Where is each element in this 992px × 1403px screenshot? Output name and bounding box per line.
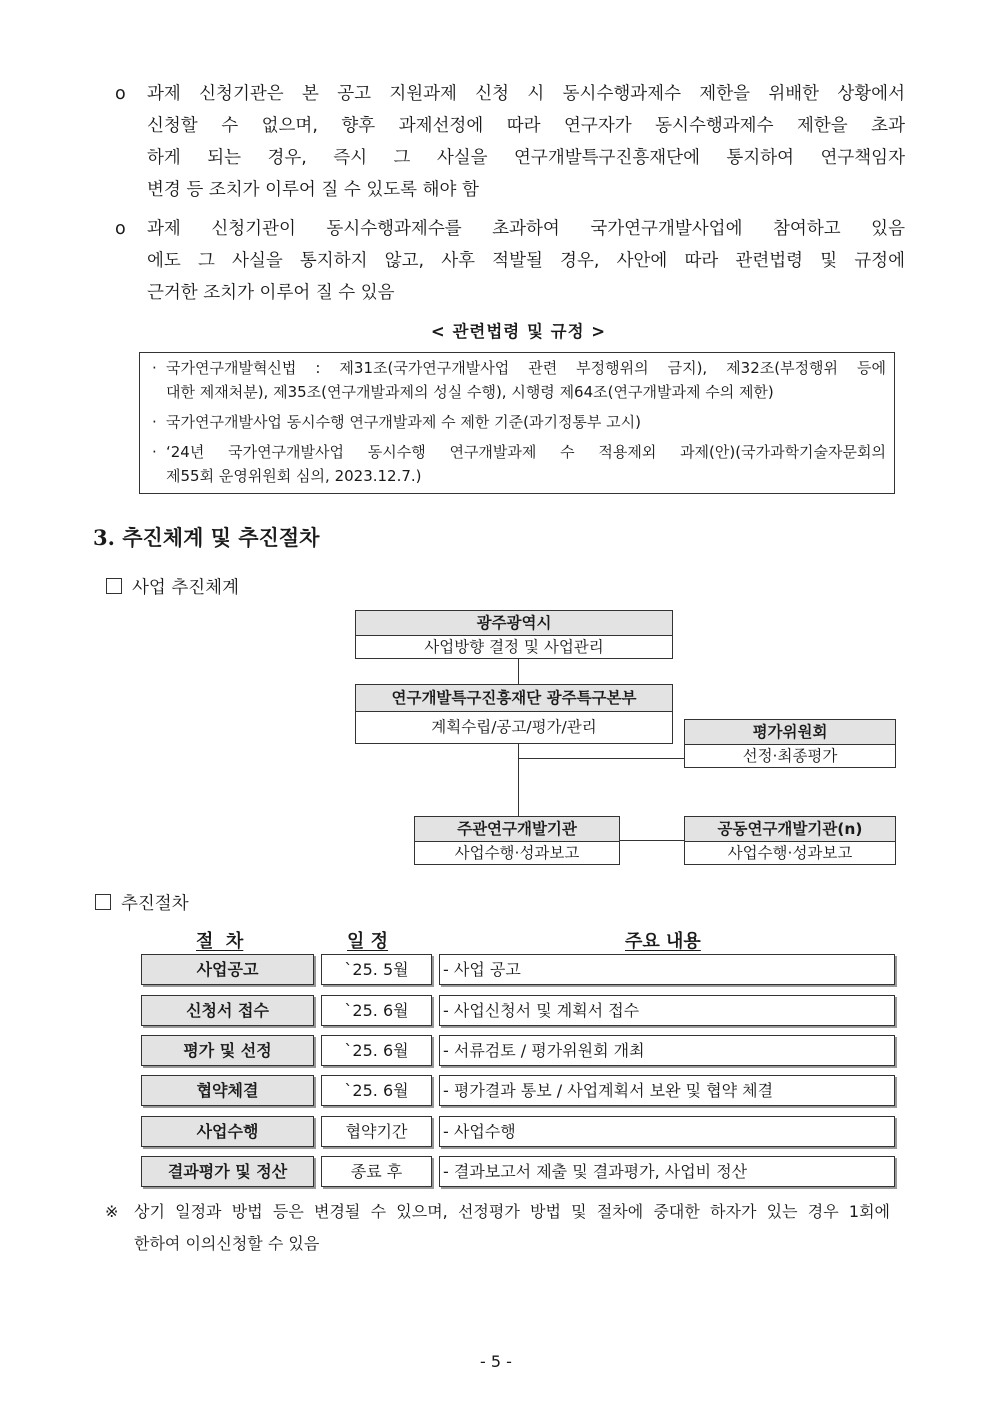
procedure-date: `25. 6월 xyxy=(321,1075,432,1106)
procedure-date: `25. 5월 xyxy=(321,954,432,985)
procedure-desc: - 사업신청서 및 계획서 접수 xyxy=(439,995,895,1026)
org-node-lead xyxy=(414,816,620,865)
connector-line xyxy=(518,743,519,816)
paragraph-line: 과제 신청기관은 본 공고 지원과제 신청 시 동시수행과제수 제한을 위배한 상황에서 xyxy=(147,84,905,104)
paragraph-marker: o xyxy=(115,219,126,239)
law-item xyxy=(152,410,886,434)
connector-line xyxy=(518,658,519,685)
law-item xyxy=(152,356,886,404)
section-title: 3. 추진체계 및 추진절차 xyxy=(93,525,320,550)
procedure-step: 사업수행 xyxy=(141,1116,314,1147)
org-chart-heading xyxy=(106,574,239,599)
note-line: 상기 일정과 방법 등은 변경될 수 있으며, 선정평가 방법 및 절차에 중대한 하자가 있는 경우 1회에 xyxy=(134,1202,890,1221)
paragraph-line: 신청할 수 없으며, 향후 과제선정에 따라 연구자가 동시수행과제수 제한을 초과 xyxy=(147,116,905,136)
paragraph-1 xyxy=(115,78,905,206)
law-line: 국가연구개발혁신법 : 제31조(국가연구개발사업 관련 부정행위의 금지), 제32조(부정행위 등에 xyxy=(166,359,886,377)
paragraph-line: 과제 신청기관이 동시수행과제수를 초과하여 국가연구개발사업에 참여하고 있음 xyxy=(147,219,905,239)
org-node-role: 사업수행·성과보고 xyxy=(454,844,580,862)
connector-line xyxy=(518,758,684,759)
law-line: ‘24년 국가연구개발사업 동시수행 연구개발과제 수 적용제외 과제(안)(국가과학기술자문회의 xyxy=(166,443,886,461)
org-node-joint xyxy=(684,816,896,865)
procedure-heading xyxy=(95,890,189,915)
procedure-desc: - 평가결과 통보 / 사업계획서 보완 및 협약 체결 xyxy=(439,1075,895,1106)
paragraph-line: 근거한 조치가 이루어 질 수 있음 xyxy=(147,283,395,303)
procedure-step: 협약체결 xyxy=(141,1075,314,1106)
procedure-header-step: 절 차 xyxy=(196,931,244,952)
law-line: 제55회 운영위원회 심의, 2023.12.7.) xyxy=(166,467,422,485)
procedure-date: 협약기간 xyxy=(321,1116,432,1147)
note-marker: ※ xyxy=(105,1202,119,1221)
procedure-date: `25. 6월 xyxy=(321,995,432,1026)
org-node-role: 사업수행·성과보고 xyxy=(727,844,853,862)
paragraph-marker: o xyxy=(115,84,126,104)
org-node-title: 공동연구개발기관(n) xyxy=(685,817,895,842)
checkbox-square-icon xyxy=(95,894,111,910)
law-bullet: · xyxy=(152,413,157,431)
org-node-role: 선정·최종평가 xyxy=(742,747,838,765)
org-node-role: 계획수립/공고/평가/관리 xyxy=(431,718,597,736)
checkbox-square-icon xyxy=(106,578,122,594)
procedure-header-date: 일 정 xyxy=(347,931,389,952)
org-node-foundation xyxy=(355,684,673,744)
law-bullet: · xyxy=(152,359,157,377)
procedure-desc: - 사업 공고 xyxy=(439,954,895,985)
paragraph-line: 하게 되는 경우, 즉시 그 사실을 연구개발특구진흥재단에 통지하여 연구책임자 xyxy=(147,148,905,168)
paragraph-line: 에도 그 사실을 통지하지 않고, 사후 적발될 경우, 사안에 따라 관련법령 및 규정에 xyxy=(147,251,905,271)
procedure-date: 종료 후 xyxy=(321,1156,432,1187)
procedure-step: 신청서 접수 xyxy=(141,995,314,1026)
law-line: 국가연구개발사업 동시수행 연구개발과제 수 제한 기준(과기정통부 고시) xyxy=(166,413,642,431)
procedure-step: 사업공고 xyxy=(141,954,314,985)
procedure-desc: - 사업수행 xyxy=(439,1116,895,1147)
procedure-header-desc: 주요 내용 xyxy=(625,931,701,952)
org-node-role: 사업방향 결정 및 사업관리 xyxy=(424,638,604,656)
procedure-heading-text: 추진절차 xyxy=(121,894,189,914)
org-node-committee xyxy=(684,719,896,768)
law-item xyxy=(152,440,886,488)
note-line: 한하여 이의신청할 수 있음 xyxy=(134,1234,320,1253)
law-line: 대한 제재처분), 제35조(연구개발과제의 성실 수행), 시행령 제64조(연구개발과제 수의 제한) xyxy=(166,383,774,401)
laws-box xyxy=(139,352,895,494)
org-node-title: 평가위원회 xyxy=(685,720,895,745)
paragraph-line: 변경 등 조치가 이루어 질 수 있도록 해야 함 xyxy=(147,180,479,200)
org-node-title: 주관연구개발기관 xyxy=(415,817,619,842)
procedure-note xyxy=(105,1196,890,1260)
procedure-desc: - 서류검토 / 평가위원회 개최 xyxy=(439,1035,895,1066)
procedure-date: `25. 6월 xyxy=(321,1035,432,1066)
procedure-desc: - 결과보고서 제출 및 결과평가, 사업비 정산 xyxy=(439,1156,895,1187)
paragraph-2 xyxy=(115,213,905,309)
procedure-step: 결과평가 및 정산 xyxy=(141,1156,314,1187)
page-number: - 5 - xyxy=(480,1352,512,1371)
law-bullet: · xyxy=(152,443,157,461)
procedure-step: 평가 및 선정 xyxy=(141,1035,314,1066)
org-node-title: 연구개발특구진흥재단 광주특구본부 xyxy=(356,685,672,712)
org-node-city xyxy=(355,610,673,659)
connector-line xyxy=(619,840,684,841)
laws-title: < 관련법령 및 규정 > xyxy=(430,322,607,341)
org-chart-heading-text: 사업 추진체계 xyxy=(132,578,239,598)
org-node-title: 광주광역시 xyxy=(356,611,672,636)
